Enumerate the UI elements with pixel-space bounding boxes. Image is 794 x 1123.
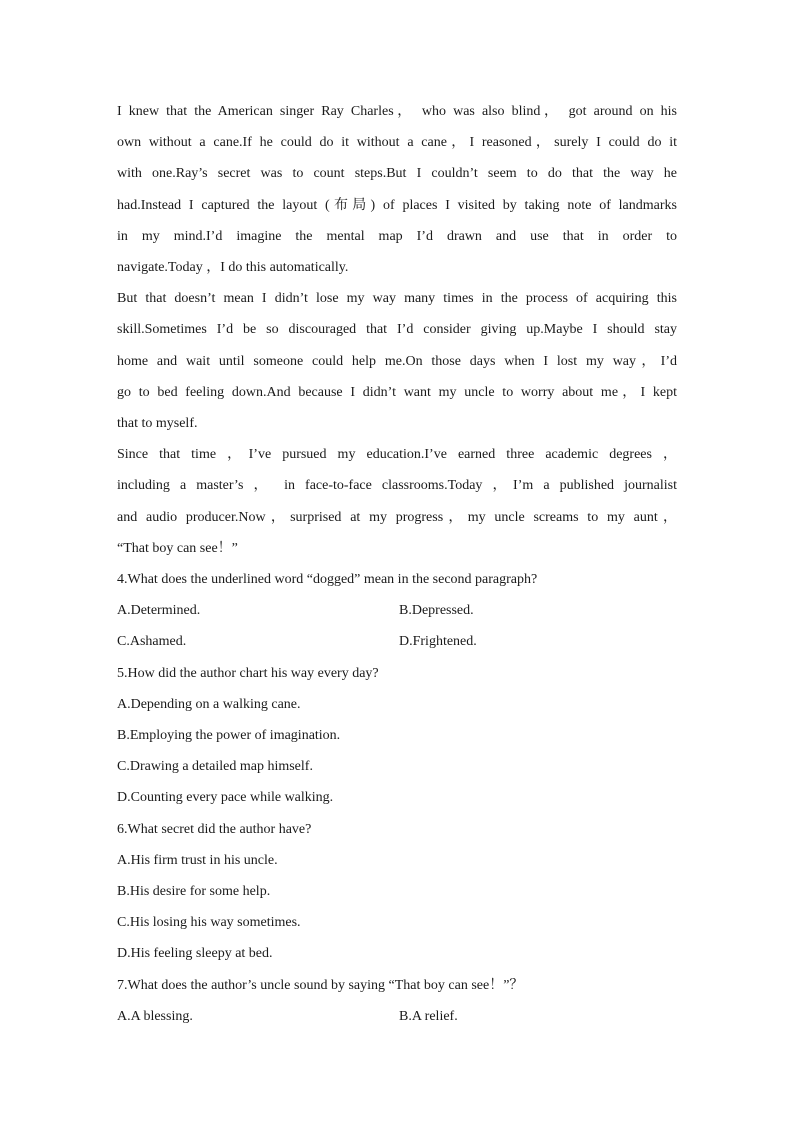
- passage-line: including a master’s ， in face-to-face classrooms.Today ，I’m a published journalist: [117, 478, 677, 494]
- option-row: [117, 1001, 677, 1032]
- option-b[interactable]: B.A relief.: [399, 1008, 458, 1024]
- option-row: [117, 626, 677, 657]
- passage-line: own without a cane.If he could do it without a cane，I reasoned，surely I could do it: [117, 135, 677, 151]
- passage-line: skill.Sometimes I’d be so discouraged that I’d consider giving up.Maybe I should stay: [117, 322, 677, 338]
- option-b[interactable]: B.Employing the power of imagination.: [117, 728, 341, 744]
- passage-line: go to bed feeling down.And because I didn’t want my uncle to worry about me，I kept: [117, 384, 677, 400]
- option-c[interactable]: C.Ashamed.: [117, 634, 187, 650]
- passage-paragraph-3: [117, 439, 677, 564]
- passage-line: with one.Ray’s secret was to count steps.But I couldn’t seem to do that the way he: [117, 166, 677, 182]
- passage-line: home and wait until someone could help me.On those days when I lost my way，I’d: [117, 353, 677, 369]
- passage-paragraph-2: [117, 283, 677, 439]
- question-stem: 6.What secret did the author have?: [117, 821, 312, 837]
- passage-line: and audio producer.Now，surprised at my progress，my uncle screams to my aunt，: [117, 509, 677, 525]
- passage-line: that to myself.: [117, 416, 198, 432]
- passage-line: navigate.Today ，I do this automatically.: [117, 260, 349, 276]
- option-a[interactable]: A.Determined.: [117, 603, 201, 619]
- passage-line: had.Instead I captured the layout (布局) of places I visited by taking note of landmarks: [117, 197, 677, 213]
- question-4: [117, 564, 677, 658]
- passage-line: “That boy can see！”: [117, 540, 238, 556]
- passage-line: in my mind.I’d imagine the mental map I’d drawn and use that in order to: [117, 228, 677, 244]
- option-a[interactable]: A.Depending on a walking cane.: [117, 696, 301, 712]
- passage-line: But that doesn’t mean I didn’t lose my way many times in the process of acquiring this: [117, 291, 677, 307]
- option-d[interactable]: D.His feeling sleepy at bed.: [117, 946, 273, 962]
- option-d[interactable]: D.Counting every pace while walking.: [117, 790, 334, 806]
- document-page: [117, 96, 677, 1032]
- question-5: [117, 658, 677, 814]
- option-a[interactable]: A.A blessing.: [117, 1008, 193, 1024]
- passage-line: Since that time ，I’ve pursued my education.I’ve earned three academic degrees ，: [117, 447, 677, 463]
- option-c[interactable]: C.Drawing a detailed map himself.: [117, 759, 313, 775]
- question-stem: 5.How did the author chart his way every day?: [117, 665, 379, 681]
- option-d[interactable]: D.Frightened.: [399, 634, 477, 650]
- option-c[interactable]: C.His losing his way sometimes.: [117, 915, 301, 931]
- option-row: [117, 595, 677, 626]
- option-a[interactable]: A.His firm trust in his uncle.: [117, 852, 278, 868]
- question-stem: 4.What does the underlined word “dogged” mean in the second paragraph?: [117, 572, 538, 588]
- question-stem: 7.What does the author’s uncle sound by saying “That boy can see！”？: [117, 977, 524, 993]
- question-7: [117, 970, 677, 1032]
- question-6: [117, 814, 677, 970]
- passage-line: I knew that the American singer Ray Charles， who was also blind， got around on his: [117, 104, 677, 119]
- option-b[interactable]: B.His desire for some help.: [117, 884, 271, 900]
- passage-paragraph-1: [117, 96, 677, 283]
- option-b[interactable]: B.Depressed.: [399, 603, 474, 619]
